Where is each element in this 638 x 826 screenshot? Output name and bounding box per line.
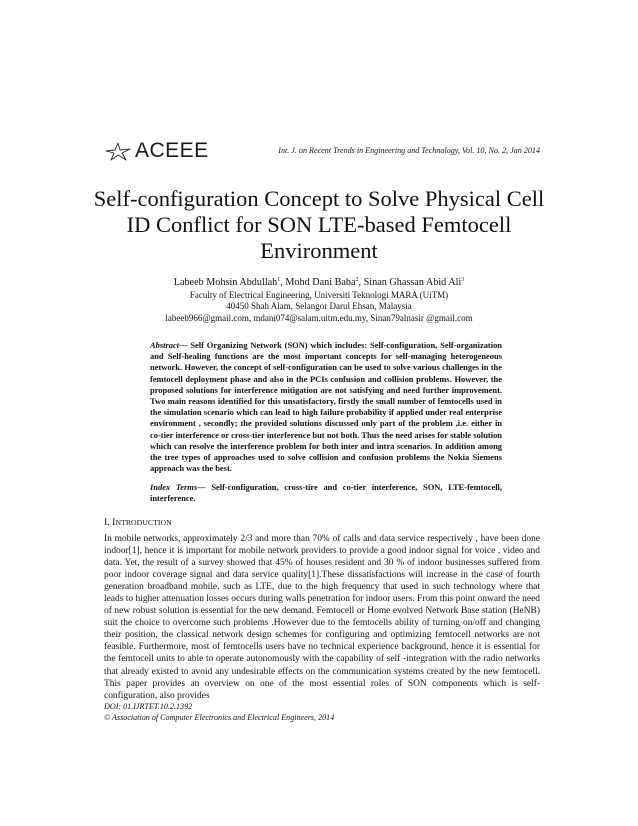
affiliation-block (100, 290, 538, 324)
section-number: I. I (104, 517, 116, 528)
section-title: NTRODUCTION (115, 518, 172, 527)
author-mark: 2 (355, 277, 359, 283)
logo-text: ACEEE (135, 139, 209, 162)
index-terms (150, 482, 502, 504)
index-terms-text: Self-configuration, cross-tire and co-tier interference, SON, LTE-femtocell, interference. (150, 482, 502, 504)
abstract-dash: — (179, 340, 191, 350)
star-logo-icon (104, 141, 132, 161)
author-list (100, 276, 538, 290)
publisher-logo (104, 140, 209, 161)
author-name: Sinan Ghassan Abid Ali (363, 277, 462, 288)
address: 40450 Shah Alam, Selangor Darul Ehsan, Malaysia (226, 301, 412, 312)
author-emails: labeeb966@gmail.com, mdani074@salam.uitm.edu.my, Sinan79alnasir @gmail.com (165, 312, 473, 323)
author-separator: , (358, 277, 364, 288)
copyright: © Association of Computer Electronics and Electrical Engineers, 2014 (104, 712, 335, 722)
author-name: Labeeb Mohsin Abdullah (173, 277, 278, 288)
author-separator: , (280, 277, 286, 288)
author-mark: 3 (461, 277, 465, 283)
journal-citation: Int. J. on Recent Trends in Engineering and Technology, Vol. 10, No. 2, Jan 2014 (278, 146, 540, 155)
abstract (150, 340, 502, 474)
index-terms-dash: — (197, 482, 212, 492)
author-name: Mohd Dani Baba (285, 277, 356, 288)
index-terms-label: Index Terms (150, 482, 198, 492)
footer (104, 702, 334, 723)
section-heading (104, 517, 172, 528)
paper-title: Self-configuration Concept to Solve Physical Cell ID Conflict for SON LTE-based Femtocell Environment (93, 186, 545, 263)
introduction-paragraph: In mobile networks, approximately 2/3 and more than 70% of calls and data service respectively , have been done indoor[1], hence it is important for mobile network providers to provide a good indoor signal for voice , video and data. Yet, the result of a survey showed that 45% of houses resident and 30 % of indoor businesses suffered from poor indoor coverage signal and data service quality[1].These dissatisfactions will increase in the case of fourth generation broadband mobile, such as LTE, due to the high frequency that used in such technology where that leads to higher attenuation losses occurs during walls penetration for indoor users. From this point onward the need of new robust solution is essential for the new demand. Femtocell or Home evolved Network Base station (HeNB) suit the choice to overcome such problems .However due to the femtocells ability of turning on/off and changing their position, the classical network design schemes for configuring and optimizing femtocell networks are not feasible. Furthermore, most of femtocells users have no technical experience background, hence it is essential for the femtocell units to able to operate autonomously with the capability of self -integration with the radio networks that already existed to avoid any undesirable effects on the communication systems created by the new femtocell. This paper provides an overview on one of the most essential roles of SON components which is self-configuration, also provides (104, 534, 540, 701)
author-mark: 1 (277, 277, 281, 283)
doi: DOI: 01.IJRTET.10.2.1392 (104, 702, 193, 711)
affiliation: Faculty of Electrical Engineering, Universiti Teknologi MARA (UiTM) (189, 290, 449, 300)
abstract-label: Abstract (150, 340, 180, 350)
abstract-text: Self Organizing Network (SON) which includes: Self-configuration, Self-organization and Self-healing functions are the most important concepts for self-managing heterogeneous network. However, the concept of self-configuration can be used to solve various challenges in the femtocell deployment phase and also in the PCIs confusion and collision problems. However, the proposed solutions for interference mitigation are not satisfying and need further improvement. Two main reasons identified for this unsatisfactory, firstly the small number of femtocells used in the simulation scenario which can lead to high failure probability if applied under real enterprise environment , secondly; the provided solutions discussed only part of the problem ,i.e. either in co-tier interference or cross-tier interference but not both. Thus the need arises for stable solution which can resolve the interference problem for both inter and intra scenarios. In addition among the tree types of approaches used to solve collision and confusion problems the Nokia Siemens approach was the best. (150, 340, 502, 474)
